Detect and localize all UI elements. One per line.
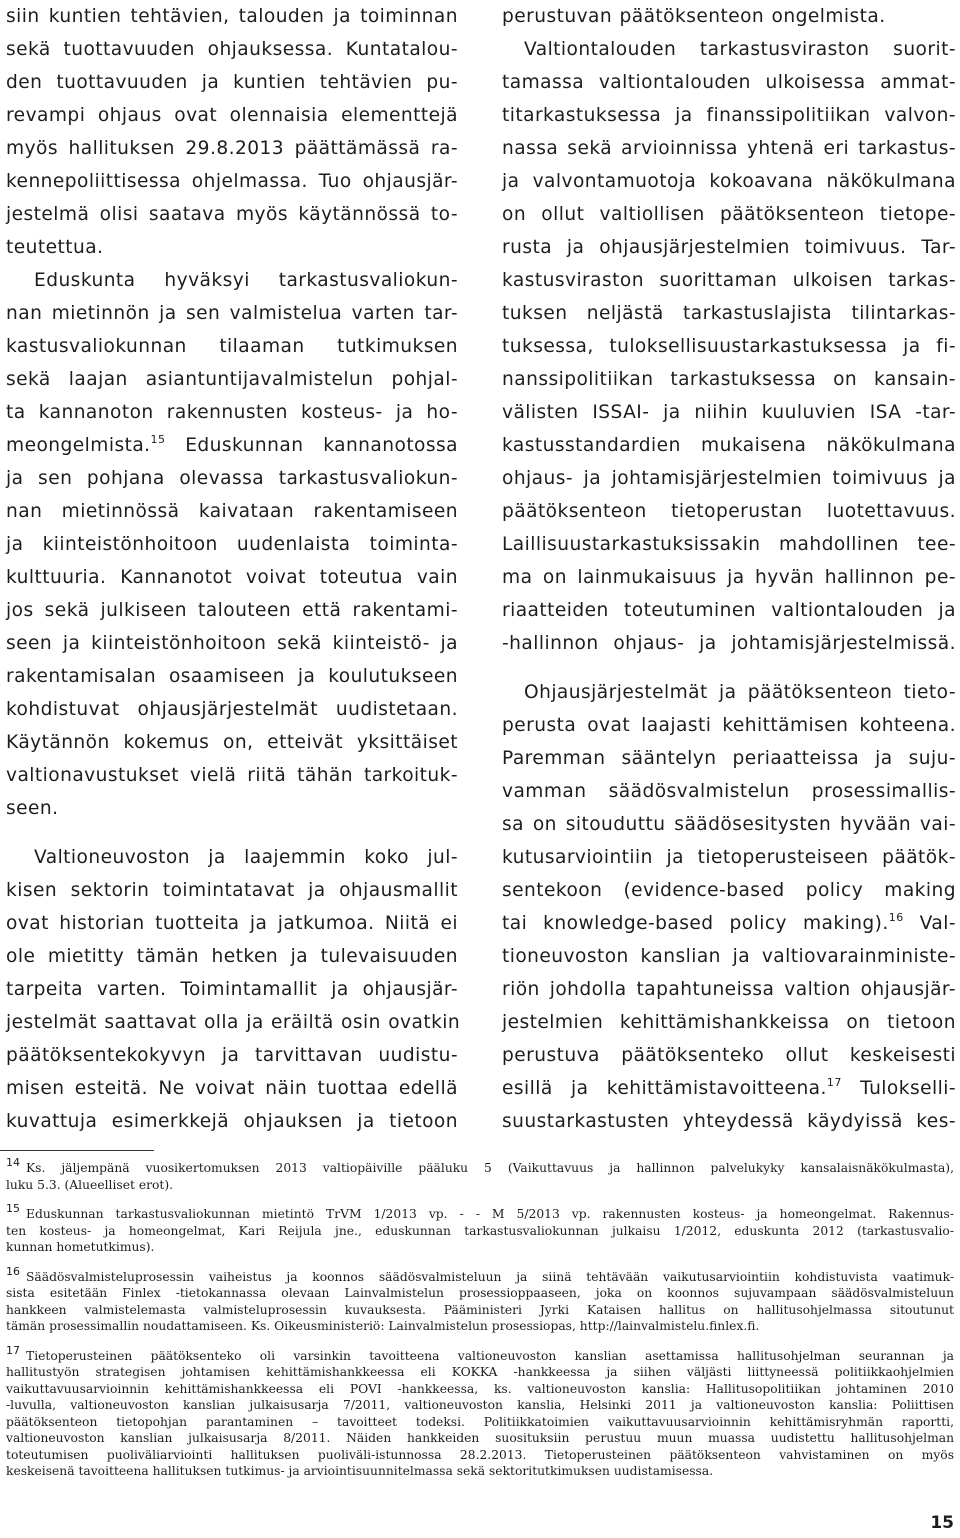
text-line: päätöksenteon tietoperustan luotettavuus. [502,501,956,522]
text-line: tamassa valtiontalouden ulkoisessa ammat- [502,72,956,93]
text-line: riön johdolla tapahtuneissa valtion ohjausjär- [502,979,956,1000]
footnote-text: Säädösvalmisteluprosessin vaiheistus ja koonnos säädösvalmisteluun ja siinä tehtävään vaikutusarviointiin kohdistuvista vaatimuk- [26,1269,954,1284]
text-line: ja sen pohjana olevassa tarkastusvaliokun- [6,468,458,489]
text-fragment: esillä ja kehittämistavoitteena. [502,1078,827,1099]
text-line: ohjaus- ja johtamisjärjestelmien toimivuus ja [502,468,956,489]
text-line: den tuottavuuden ja kuntien tehtävien pu- [6,72,458,93]
footnote-line [6,1202,954,1223]
footnote-number: 16 [6,1264,20,1278]
text-line: Valtioneuvoston ja laajemmin koko jul- [34,847,458,868]
paragraph-gap [502,660,956,676]
text-line: ole mietitty tämän hetken ja tulevaisuuden [6,946,458,967]
text-line: sekä laajan asiantuntijavalmistelun pohjal- [6,369,458,390]
text-line: perustuvan päätöksenteon ongelmista. [502,6,886,27]
text-line: tioneuvoston kanslian ja valtiovarainministe- [502,946,956,967]
text-line: on ollut valtiollisen päätöksenteon tietope- [502,204,956,225]
text-line: kastusviraston suorittaman ulkoisen tarkas- [502,270,956,291]
footnote-text: toteutumisen puoliväliarviointi hallituksen puoliväli-istunnossa 28.2.2013. Tietoperusteinen päätöksenteon vahvistaminen on myös [6,1447,954,1462]
text-line: Eduskunta hyväksyi tarkastusvaliokun- [34,270,458,291]
text-line: nan mietinnön ja sen valmistelua varten tar- [6,303,458,324]
text-line: teutettua. [6,237,104,258]
text-fragment: Eduskunnan kannanotossa [165,435,458,456]
text-line: ma on lainmukaisuus ja hyvän hallinnon pe- [502,567,956,588]
footnote-line [6,1156,954,1177]
text-line: kulttuuria. Kannanotot voivat toteutua vain [6,567,458,588]
footnote-text: tämän prosessimallin noudattamiseen. Ks. Oikeusministeriö: Lainvalmistelun prosessiopas, http://lainvalmistelu.finlex.fi. [6,1319,760,1333]
text-line: ta kannanoton rakennusten kosteus- ja ho- [6,402,458,423]
footnote-text: -luvulla, valtioneuvoston kanslian julkaisusarja 7/2011, valtioneuvoston kanslia, Helsinki 2011 ja valtioneuvoston kanslia: Poliittisen [6,1398,954,1412]
footnote-line [6,1239,954,1256]
footnote-line [6,1285,954,1302]
footnote-line [6,1318,954,1335]
footnote-ref: 15 [150,433,166,446]
footnote-line [6,1414,954,1431]
text-line: jestelmä olisi saatava myös käytännössä to- [6,204,458,225]
text-line: tuksessa, tuloksellisuustarkastuksessa ja fi- [502,336,956,357]
footnote-text: sista esitetään Finlex -tietokannassa olevaan Lainvalmistelun prosessioppaaseen, joka on koonnos sujuvampaan säädösvalmisteluun [6,1286,954,1300]
footnote-line [6,1343,954,1365]
text-line: valtionavustukset vielä riitä tähän tarkoituk- [6,765,458,786]
footnote-text: Tietoperusteinen päätöksenteko oli varsinkin tavoitteena valtioneuvoston kanslian asettamissa hallitusohjelman seurannan ja [26,1348,954,1363]
footnote-text: päätöksenteon tietopohjan parantaminen – tavoitteet todeksi. Politiikkatoimien vaikuttavuusarvioinnin kehittämisryhmän raportti, [6,1414,954,1429]
footnote-line [6,1430,954,1447]
text-line: tarpeita varten. Toimintamallit ja ohjausjär- [6,979,458,1000]
footnote-line [6,1264,954,1286]
text-line: ovat historian tuotteita ja jatkumoa. Niitä ei [6,913,458,934]
footnote-text: vaikuttavuusarvioinnin kehittämishankkeessa eli POVI -hankkeessa, ks. valtioneuvoston kanslia: Hallitusopolitiikan johtaminen 2010 [6,1381,954,1396]
right-column [502,0,956,1138]
text-line: kisen sektorin toimintatavat ja ohjausmallit [6,880,458,901]
text-line: jestelmät saattavat olla ja eräiltä osin ovatkin [6,1012,461,1033]
text-line: tuksen neljästä tarkastuslajista tilintarkas- [502,303,956,324]
footnote-line [6,1463,954,1480]
footnote-number: 15 [6,1202,20,1215]
text-line: revampi ohjaus ovat olennaisia elementtejä [6,105,458,126]
text-line: kuvattuja esimerkkejä ohjauksen ja tietoon [6,1111,458,1132]
footnote [6,1156,954,1193]
text-line: nan mietinnössä kaivataan rakentamiseen [6,501,458,522]
text-line: sekä tuottavuuden ohjauksessa. Kuntatalou- [6,39,458,60]
text-line: Ohjausjärjestelmät ja päätöksenteon tieto- [524,682,956,703]
text-line: kastusstandardien mukaisena näkökulmana [502,435,956,456]
text-line: -hallinnon ohjaus- ja johtamisjärjestelmissä. [502,633,956,654]
text-line: jestelmien kehittämishankkeissa on tietoon [502,1012,956,1033]
page-number: 15 [930,1513,954,1533]
text-line: Valtiontalouden tarkastusviraston suorit- [524,39,956,60]
footnote-line [6,1177,954,1194]
footnote [6,1202,954,1256]
text-line [502,907,956,940]
text-line: kennepoliittisessa ohjelmassa. Tuo ohjausjär- [6,171,458,192]
left-column [6,0,461,1138]
text-line [6,429,458,462]
text-line: seen ja kiinteistönhoitoon sekä kiinteistö- ja [6,633,458,654]
footnote-line [6,1447,954,1464]
footnote-line [6,1397,954,1414]
text-line: seen. [6,798,59,819]
text-line: siin kuntien tehtävien, talouden ja toiminnan [6,6,458,27]
footnote-ref: 16 [888,911,904,924]
text-line: misen esteitä. Ne voivat näin tuottaa edellä [6,1078,458,1099]
footnote-text: hankkeen valmistelemasta valmisteluprosessin kuvauksesta. Pääministeri Jyrki Kataisen hallitus on hallitusohjelmassa sitoutunut [6,1302,954,1317]
text-line: päätöksentekokyvyn ja tarvittavan uudistu- [6,1045,458,1066]
text-line: suustarkastusten yhteydessä käydyissä kes- [502,1111,956,1132]
footnote-text: ten kosteus- ja homeongelmat, Kari Reijula jne., eduskunnan tarkastusvaliokunnan julkaisu 1/2012, eduskunta 2012 (tarkastusvalio- [6,1223,954,1238]
footnote-line [6,1223,954,1240]
text-line: myös hallituksen 29.8.2013 päättämässä ra- [6,138,458,159]
text-line: rusta ja ohjausjärjestelmien toimivuus. Tar- [502,237,956,258]
text-line: sa on sitouduttu säädösesitysten hyvään vai- [502,814,956,835]
text-line: kutusarviointiin ja tietoperusteiseen päätök- [502,847,956,868]
text-line: välisten ISSAI- ja niihin kuuluvien ISA -tar- [502,402,956,423]
text-fragment: Tulokselli- [841,1078,957,1099]
footnotes [6,1156,954,1493]
text-line: riaatteiden toteutuminen valtiontalouden ja [502,600,956,621]
text-fragment: meongelmista. [6,435,151,456]
text-line: ja kiinteistönhoitoon uudenlaista toiminta- [6,534,458,555]
text-line: perustuva päätöksenteko ollut keskeisesti [502,1045,956,1066]
text-line: nanssipolitiikan tarkastuksessa on kansain- [502,369,956,390]
text-line: Laillisuustarkastuksissakin mahdollinen tee- [502,534,956,555]
footnote-text: kunnan hometutkimus). [6,1240,155,1254]
footnote-line [6,1302,954,1319]
footnote-text: Ks. jäljempänä vuosikertomuksen 2013 valtiopäiville pääluku 5 (Vaikuttavuus ja hallinnon palvelukyky kansalaisnäkökulmasta), [26,1161,954,1175]
text-fragment: Val- [903,913,956,934]
text-line: nassa sekä arvioinnissa yhtenä eri tarkastus- [502,138,956,159]
footnote-text: keskeisenä tavoitteena hallituksen tutkimus- ja arviointisuunnitelmassa sekä sektoritutkimuksen uudistamisessa. [6,1464,714,1478]
text-line: Käytännön kokemus on, etteivät yksittäiset [6,732,458,753]
footnote-text: valtioneuvoston kanslian julkaisusarja 8/2011. Näiden hankkeiden suosituksiin perustuu muun muassa uudistettu hallitusohjelman [6,1431,954,1445]
text-line: vamman säädösvalmistelun prosessimallis- [502,781,956,802]
footnote-text: luku 5.3. (Alueelliset erot). [6,1177,174,1192]
footnote-number: 14 [6,1156,20,1169]
text-line: kohdistuvat ohjausjärjestelmät uudistetaan. [6,699,458,720]
text-line: rakentamisalan osaamiseen ja koulutukseen [6,666,458,687]
footnote-text: Eduskunnan tarkastusvaliokunnan mietintö TrVM 1/2013 vp. - - M 5/2013 vp. rakennusten kosteus- ja homeongelmat. Rakennus- [26,1207,954,1221]
text-line: ja valvontamuotoja kokoavana näkökulmana [502,171,956,192]
footnote-line [6,1381,954,1398]
text-line: jos sekä julkiseen talouteen että rakentami- [6,600,458,621]
paragraph-gap [6,825,458,841]
text-line: kastusvaliokunnan tilaaman tutkimuksen [6,336,458,357]
footnote-ref: 17 [826,1076,842,1089]
text-fragment: tai knowledge-based policy making). [502,913,889,934]
text-line: Paremman sääntelyn periaatteissa ja suju- [502,748,956,769]
text-line: perusta ovat laajasti kehittämisen kohteena. [502,715,956,736]
footnote [6,1343,954,1480]
text-line: titarkastuksessa ja finanssipolitiikan valvon- [502,105,956,126]
footnote-text: hallitustyön strategisen johtamisen kehittämishankkeessa eli KOKKA -hankkeessa ja siihen väljästi liittyneessä politiikkaohjelmien [6,1365,954,1379]
footnote-divider [0,1150,154,1151]
footnote-line [6,1364,954,1381]
footnote-number: 17 [6,1343,20,1357]
footnote [6,1264,954,1335]
text-line [502,1072,956,1105]
text-line: sentekoon (evidence-based policy making [502,880,956,901]
